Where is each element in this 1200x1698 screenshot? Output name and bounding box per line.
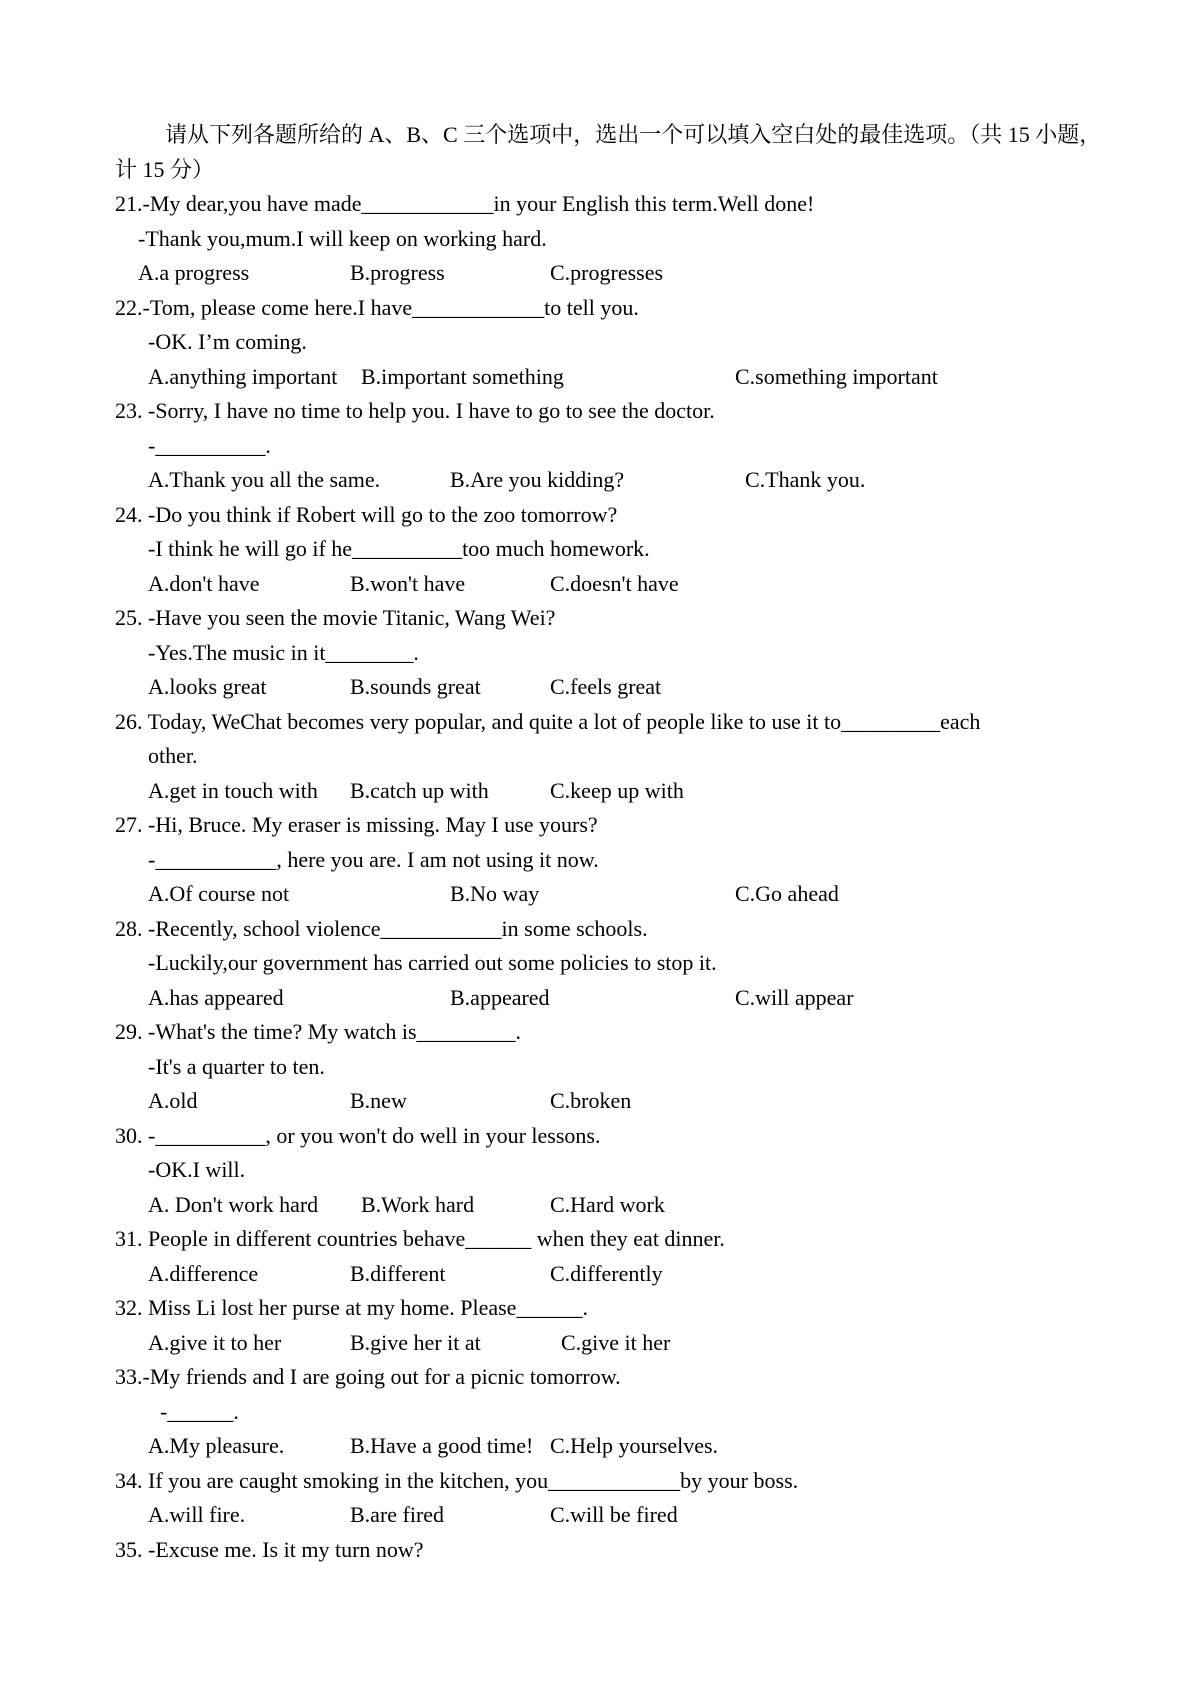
question-33-stem: 33.-My friends and I are going out for a picnic tomorrow. — [115, 1364, 621, 1389]
question-32-option-c[interactable]: C.give it her — [561, 1329, 671, 1355]
worksheet — [115, 118, 1105, 1567]
question-27-option-c[interactable]: C.Go ahead — [735, 881, 839, 906]
question-34-option-a[interactable]: A.will fire. — [148, 1502, 246, 1527]
question-29-option-b[interactable]: B.new — [350, 1088, 407, 1113]
question-29-stem: 29. -What's the time? My watch is_________. — [115, 1019, 522, 1044]
question-27-reply: -___________, here you are. I am not using it now. — [148, 846, 599, 872]
question-33-reply: -______. — [160, 1398, 239, 1424]
question-26-option-a[interactable]: A.get in touch with — [148, 777, 318, 803]
question-25-options — [115, 670, 1105, 705]
question-22-option-c[interactable]: C.something important — [735, 363, 938, 389]
question-26-stem: 26. Today, WeChat becomes very popular, and quite a lot of people like to use it to_________each — [115, 708, 981, 734]
question-30-options — [115, 1188, 1105, 1223]
question-26-continuation: other. — [148, 743, 198, 768]
question-29-option-c[interactable]: C.broken — [550, 1088, 632, 1113]
question-23-options — [115, 463, 1105, 498]
question-30-stem: 30. -__________, or you won't do well in your lessons. — [115, 1122, 601, 1148]
question-34-options — [115, 1498, 1105, 1533]
question-22-option-b[interactable]: B.important something — [361, 363, 564, 389]
question-32-stem: 32. Miss Li lost her purse at my home. Please______. — [115, 1295, 588, 1320]
section-instruction: 请从下列各题所给的 A、B、C 三个选项中，选出一个可以填入空白处的最佳选项。（共 15 小题，计 15 分） — [115, 122, 1102, 182]
question-22-option-a[interactable]: A.anything important — [148, 363, 338, 389]
question-21-option-b[interactable]: B.progress — [350, 260, 445, 285]
question-21-options — [115, 256, 1105, 291]
question-26-option-c[interactable]: C.keep up with — [550, 777, 684, 803]
question-23-reply: -__________. — [148, 432, 271, 458]
question-31-option-b[interactable]: B.different — [350, 1260, 446, 1286]
question-29-options — [115, 1084, 1105, 1119]
question-23-option-b[interactable]: B.Are you kidding? — [450, 467, 625, 492]
question-23-stem: 23. -Sorry, I have no time to help you. I have to go to see the doctor. — [115, 398, 715, 423]
question-21-reply: -Thank you,mum.I will keep on working hard. — [138, 225, 547, 251]
question-26-option-b[interactable]: B.catch up with — [350, 777, 489, 803]
question-24-option-b[interactable]: B.won't have — [350, 570, 466, 596]
question-35-stem: 35. -Excuse me. Is it my turn now? — [115, 1536, 424, 1562]
question-29-option-a[interactable]: A.old — [148, 1088, 198, 1113]
question-21-option-a[interactable]: A.a progress — [138, 260, 250, 285]
question-24-option-a[interactable]: A.don't have — [148, 570, 260, 596]
question-24-reply: -I think he will go if he__________too much homework. — [148, 536, 650, 561]
question-28-option-b[interactable]: B.appeared — [450, 984, 550, 1010]
question-31-option-a[interactable]: A.difference — [148, 1260, 259, 1286]
question-25-option-a[interactable]: A.looks great — [148, 674, 267, 699]
question-30-option-b[interactable]: B.Work hard — [361, 1191, 475, 1217]
question-27-options — [115, 877, 1105, 912]
question-28-reply: -Luckily,our government has carried out some policies to stop it. — [148, 950, 717, 975]
question-30-option-a[interactable]: A. Don't work hard — [148, 1191, 319, 1217]
question-31-stem: 31. People in different countries behave______ when they eat dinner. — [115, 1226, 725, 1251]
question-33-options — [115, 1429, 1105, 1464]
question-25-reply: -Yes.The music in it________. — [148, 639, 419, 665]
question-34-option-b[interactable]: B.are fired — [350, 1502, 445, 1527]
question-28-option-c[interactable]: C.will appear — [735, 984, 854, 1010]
question-23-option-c[interactable]: C.Thank you. — [745, 467, 866, 492]
question-21-option-c[interactable]: C.progresses — [550, 260, 664, 285]
question-32-options — [115, 1326, 1105, 1361]
question-28-options — [115, 981, 1105, 1016]
question-22-reply: -OK. I’m coming. — [148, 329, 307, 354]
question-32-option-b[interactable]: B.give her it at — [350, 1329, 481, 1355]
question-28-stem: 28. -Recently, school violence___________in some schools. — [115, 915, 648, 941]
question-27-option-a[interactable]: A.Of course not — [148, 881, 290, 906]
question-34-stem: 34. If you are caught smoking in the kitchen, you____________by your boss. — [115, 1467, 799, 1493]
question-26-options — [115, 774, 1105, 809]
question-24-option-c[interactable]: C.doesn't have — [550, 570, 679, 596]
question-22-stem: 22.-Tom, please come here.I have____________to tell you. — [115, 294, 639, 320]
question-30-reply: -OK.I will. — [148, 1157, 246, 1182]
question-27-option-b[interactable]: B.No way — [450, 881, 540, 906]
question-22-options — [115, 360, 1105, 395]
question-24-options — [115, 567, 1105, 602]
question-33-option-b[interactable]: B.Have a good time! — [350, 1433, 534, 1458]
question-23-option-a[interactable]: A.Thank you all the same. — [148, 467, 381, 492]
question-27-stem: 27. -Hi, Bruce. My eraser is missing. May I use yours? — [115, 812, 598, 837]
question-33-option-c[interactable]: C.Help yourselves. — [550, 1433, 719, 1458]
question-31-options — [115, 1257, 1105, 1292]
question-24-stem: 24. -Do you think if Robert will go to the zoo tomorrow? — [115, 501, 618, 527]
question-34-option-c[interactable]: C.will be fired — [550, 1502, 678, 1527]
question-21-stem: 21.-My dear,you have made____________in your English this term.Well done! — [115, 191, 815, 216]
question-29-reply: -It's a quarter to ten. — [148, 1053, 325, 1079]
question-25-stem: 25. -Have you seen the movie Titanic, Wang Wei? — [115, 605, 556, 630]
question-25-option-b[interactable]: B.sounds great — [350, 674, 481, 699]
question-28-option-a[interactable]: A.has appeared — [148, 984, 284, 1010]
question-25-option-c[interactable]: C.feels great — [550, 674, 662, 699]
question-32-option-a[interactable]: A.give it to her — [148, 1329, 282, 1355]
question-33-option-a[interactable]: A.My pleasure. — [148, 1433, 285, 1458]
question-30-option-c[interactable]: C.Hard work — [550, 1191, 665, 1217]
question-31-option-c[interactable]: C.differently — [550, 1260, 663, 1286]
